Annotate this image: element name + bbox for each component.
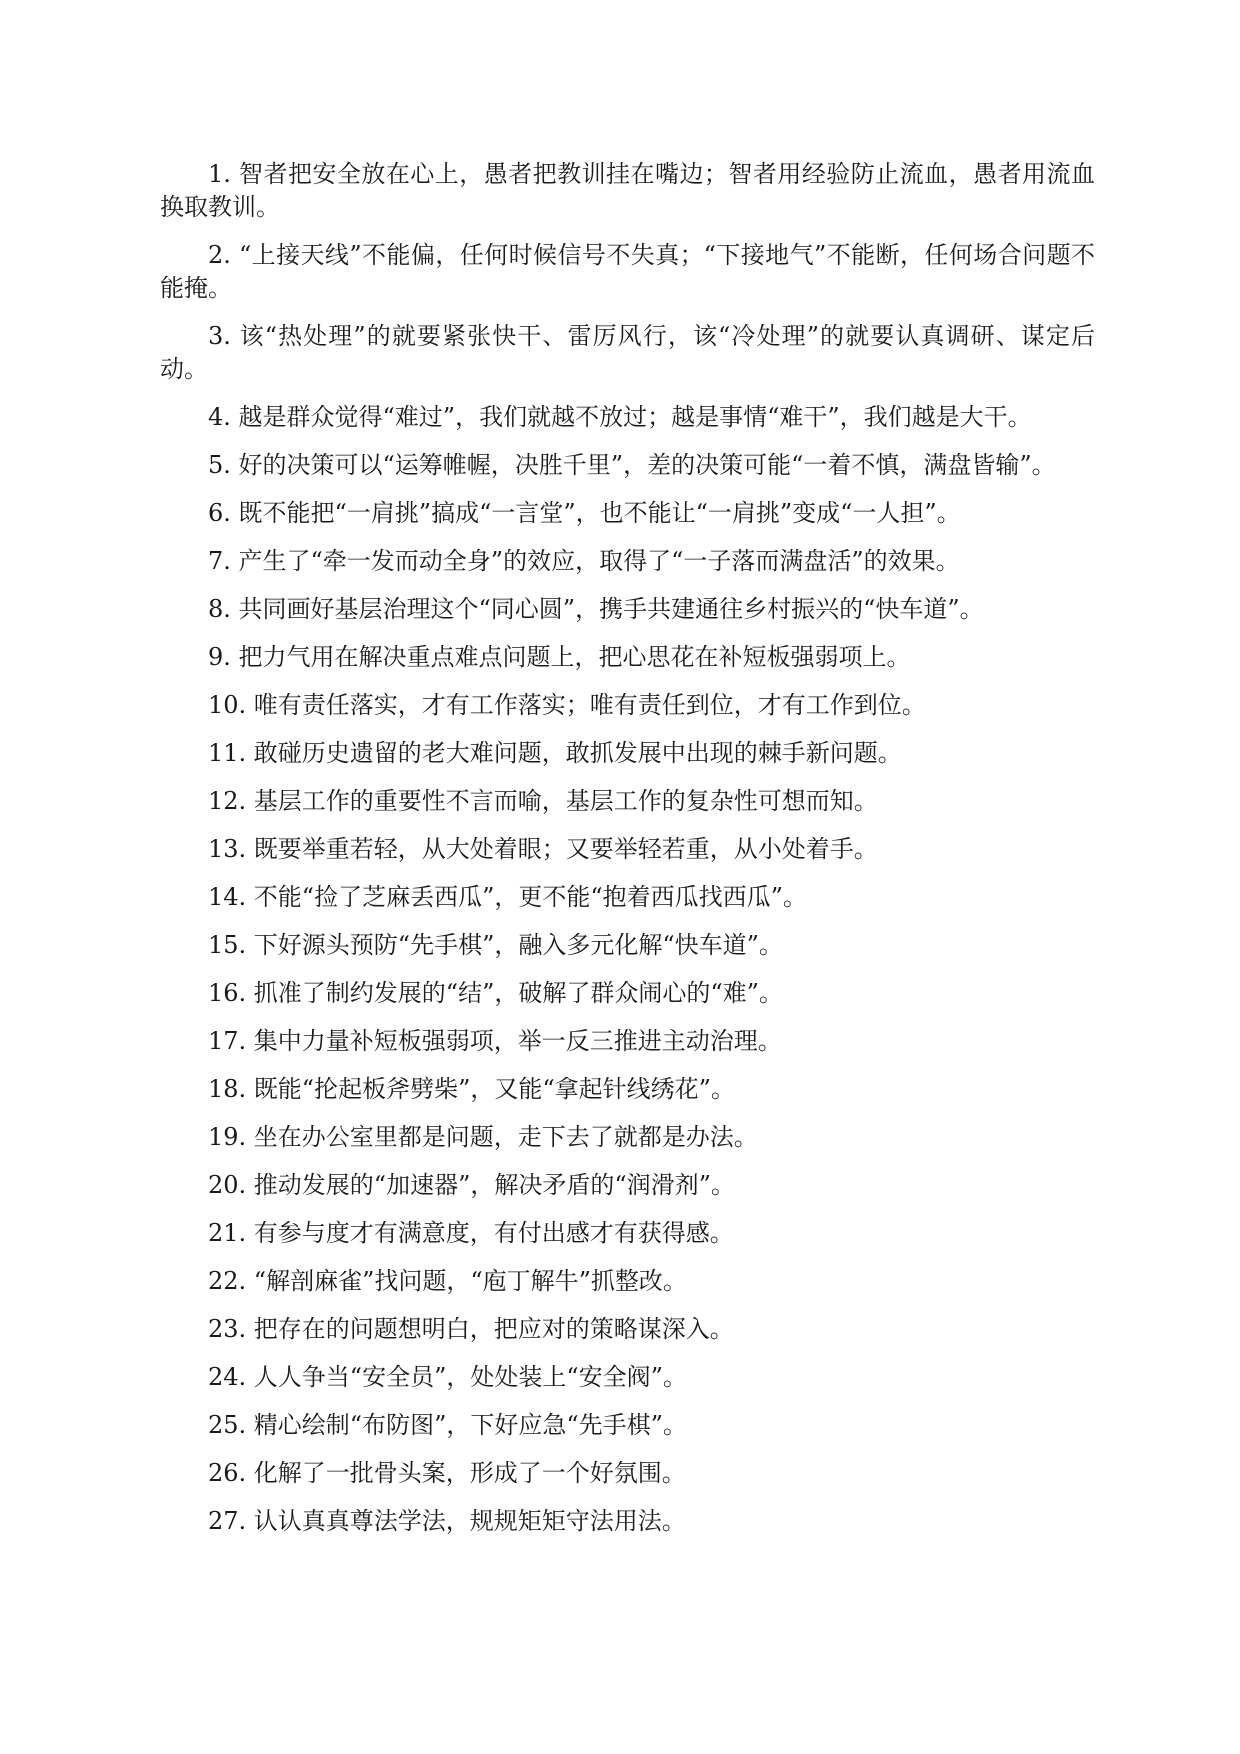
list-item: 12. 基层工作的重要性不言而喻，基层工作的复杂性可想而知。 bbox=[208, 787, 878, 815]
list-item: 1. 智者把安全放在心上，愚者把教训挂在嘴边；智者用经验防止流血，愚者用流血换取教训。 bbox=[160, 160, 1095, 221]
list-item: 3. 该“热处理”的就要紧张快干、雷厉风行，该“冷处理”的就要认真调研、谋定后动。 bbox=[160, 322, 1095, 383]
list-item: 5. 好的决策可以“运筹帷幄，决胜千里”，差的决策可能“一着不慎，满盘皆输”。 bbox=[208, 451, 1056, 479]
list-item: 24. 人人争当“安全员”，处处装上“安全阀”。 bbox=[208, 1363, 687, 1391]
list-item: 17. 集中力量补短板强弱项，举一反三推进主动治理。 bbox=[208, 1027, 782, 1055]
list-item: 21. 有参与度才有满意度，有付出感才有获得感。 bbox=[208, 1219, 734, 1247]
list-item: 8. 共同画好基层治理这个“同心圆”，携手共建通往乡村振兴的“快车道”。 bbox=[208, 595, 984, 623]
document-body bbox=[160, 158, 1095, 1553]
list-item: 6. 既不能把“一肩挑”搞成“一言堂”，也不能让“一肩挑”变成“一人担”。 bbox=[208, 499, 961, 527]
list-item: 4. 越是群众觉得“难过”，我们就越不放过；越是事情“难干”，我们越是大干。 bbox=[208, 403, 1032, 431]
list-item: 26. 化解了一批骨头案，形成了一个好氛围。 bbox=[208, 1459, 686, 1487]
list-item: 23. 把存在的问题想明白，把应对的策略谋深入。 bbox=[208, 1315, 734, 1343]
list-item: 22. “解剖麻雀”找问题，“庖丁解牛”抓整改。 bbox=[208, 1267, 687, 1295]
list-item: 15. 下好源头预防“先手棋”，融入多元化解“快车道”。 bbox=[208, 931, 783, 959]
list-item: 19. 坐在办公室里都是问题，走下去了就都是办法。 bbox=[208, 1123, 758, 1151]
list-item: 14. 不能“捡了芝麻丢西瓜”，更不能“抱着西瓜找西瓜”。 bbox=[208, 883, 807, 911]
list-item: 13. 既要举重若轻，从大处着眼；又要举轻若重，从小处着手。 bbox=[208, 835, 878, 863]
list-item: 2. “上接天线”不能偏，任何时候信号不失真；“下接地气”不能断，任何场合问题不能掩。 bbox=[160, 241, 1095, 302]
list-item: 25. 精心绘制“布防图”，下好应急“先手棋”。 bbox=[208, 1411, 687, 1439]
list-item: 9. 把力气用在解决重点难点问题上，把心思花在补短板强弱项上。 bbox=[208, 643, 911, 671]
list-item: 18. 既能“抡起板斧劈柴”，又能“拿起针线绣花”。 bbox=[208, 1075, 735, 1103]
list-item: 20. 推动发展的“加速器”，解决矛盾的“润滑剂”。 bbox=[208, 1171, 735, 1199]
list-item: 11. 敢碰历史遗留的老大难问题，敢抓发展中出现的棘手新问题。 bbox=[208, 739, 902, 767]
list-item: 7. 产生了“牵一发而动全身”的效应，取得了“一子落而满盘活”的效果。 bbox=[208, 547, 960, 575]
list-item: 27. 认认真真尊法学法，规规矩矩守法用法。 bbox=[208, 1507, 686, 1535]
list-item: 10. 唯有责任落实，才有工作落实；唯有责任到位，才有工作到位。 bbox=[208, 691, 926, 719]
list-item: 16. 抓准了制约发展的“结”，破解了群众闹心的“难”。 bbox=[208, 979, 783, 1007]
